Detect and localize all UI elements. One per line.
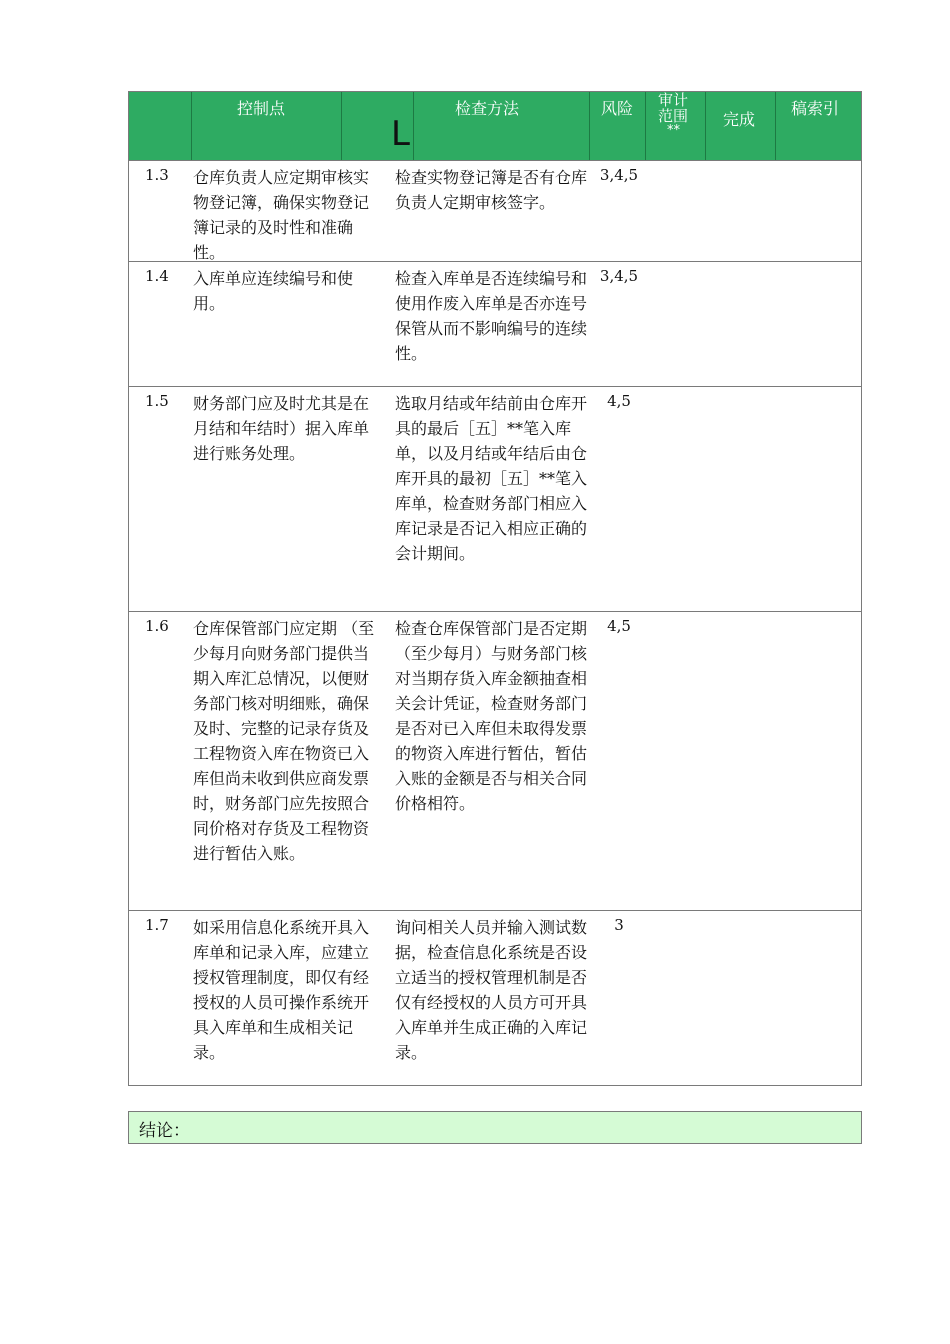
header-check-method: 检查方法: [455, 99, 520, 118]
header-separator: [413, 92, 414, 160]
table-row: [129, 161, 861, 262]
check-method-text: 检查入库单是否连续编号和使用作废入库单是否亦连号保管从而不影响编号的连续性。: [395, 269, 588, 363]
table-row: [129, 911, 861, 1085]
row-number: 1.3: [145, 166, 169, 184]
header-audit-scope-mark: **: [667, 123, 680, 138]
check-method-text: 询问相关人员并输入测试数据，检查信息化系统是否设立适当的授权管理机制是否仅有经授权的人员方可开具入库单并生成正确的入库记录。: [395, 918, 588, 1062]
check-method-text: 选取月结或年结前由仓库开具的最后［五］**笔入库单，以及月结或年结后由仓库开具的最初［五］**笔入库单，检查财务部门相应入库记录是否记入相应正确的会计期间。: [395, 394, 588, 563]
audit-procedure-table: [128, 91, 862, 1086]
stray-glyph: L: [391, 114, 410, 154]
control-point-text: 如采用信息化系统开具入库单和记录入库，应建立授权管理制度，即仅有经授权的人员可操作系统开具入库单和生成相关记录。: [193, 918, 370, 1062]
header-risk: 风险: [601, 99, 634, 118]
header-separator: [775, 92, 776, 160]
row-number: 1.7: [145, 916, 169, 934]
check-method-text: 检查仓库保管部门是否定期（至少每月）与财务部门核对当期存货入库金额抽查相关会计凭证，检查财务部门是否对已入库但未取得发票的物资入库进行暂估，暂估入账的金额是否与相关合同价格相符。: [395, 619, 588, 813]
header-control-point: 控制点: [237, 99, 286, 118]
header-separator: [589, 92, 590, 160]
table-row: [129, 612, 861, 911]
risk-value: 4,5: [607, 617, 631, 635]
risk-value: 3: [614, 916, 624, 934]
control-point-text: 入库单应连续编号和使用。: [193, 269, 354, 313]
risk-value: 3,4,5: [599, 267, 639, 285]
row-number: 1.5: [145, 392, 169, 410]
header-separator: [705, 92, 706, 160]
header-done: 完成: [723, 110, 756, 129]
table-row: [129, 262, 861, 387]
row-number: 1.4: [145, 267, 169, 285]
row-number: 1.6: [145, 617, 169, 635]
risk-value: 4,5: [607, 392, 631, 410]
header-workpaper-index: 稿索引: [791, 99, 840, 118]
table-header: [129, 92, 861, 161]
control-point-text: 仓库负责人应定期审核实物登记簿，确保实物登记簿记录的及时性和准确性。: [193, 168, 370, 262]
conclusion-box: [128, 1111, 862, 1144]
control-point-text: 财务部门应及时尤其是在月结和年结时）据入库单进行账务处理。: [193, 394, 370, 463]
header-audit-scope-2: 范围: [658, 107, 689, 125]
header-separator: [645, 92, 646, 160]
conclusion-label: 结论：: [139, 1121, 190, 1141]
risk-value: 3,4,5: [599, 166, 639, 184]
check-method-text: 检查实物登记簿是否有仓库负责人定期审核签字。: [395, 168, 588, 212]
table-row: [129, 387, 861, 612]
header-audit-scope-1: 审计: [658, 91, 689, 109]
control-point-text: 仓库保管部门应定期 （至少每月向财务部门提供当期入库汇总情况，以便财务部门核对明细账，确保及时、完整的记录存货及工程物资入库在物资已入库但尚未收到供应商发票时，财务部门应先按照合同价格对存货及工程物资进行暂估入账。: [193, 619, 375, 863]
header-separator: [191, 92, 192, 160]
